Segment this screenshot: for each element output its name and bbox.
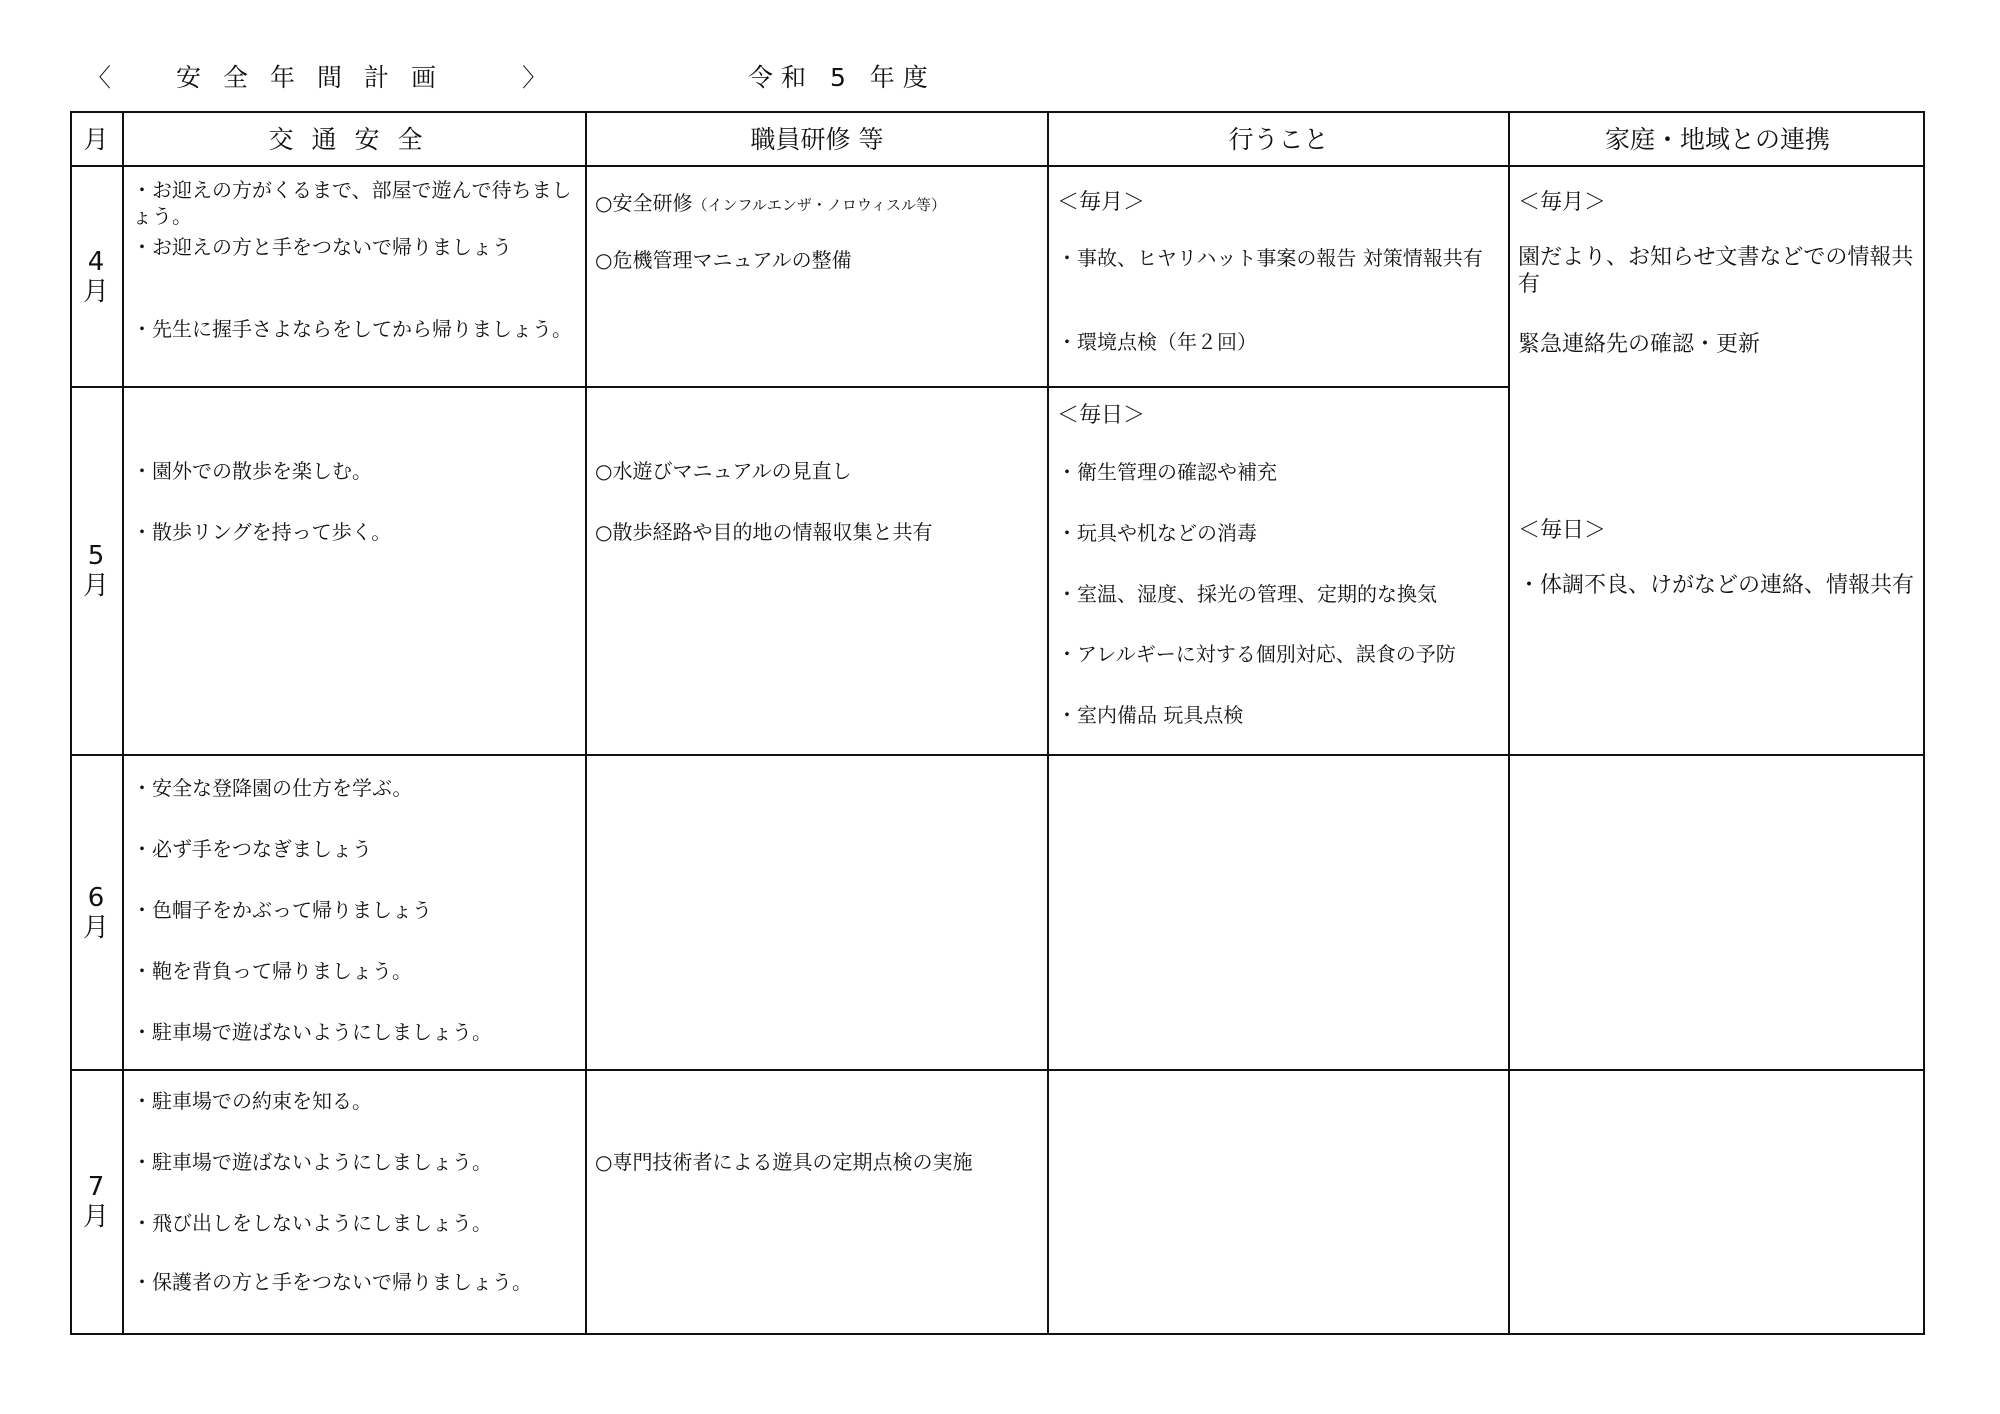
- list-item: ・お迎えの方がくるまで、部屋で遊んで待ちましょう。: [132, 178, 572, 228]
- list-item: ・環境点検（年２回）: [1057, 330, 1257, 354]
- training-may-cell: [587, 388, 1047, 754]
- list-item: ○専門技術者による遊具の定期点検の実施: [595, 1150, 973, 1174]
- header-traffic-safety: 交通安全: [268, 125, 441, 154]
- header-actions: 行うこと: [1228, 125, 1329, 154]
- list-item: ・先生に握手さよならをしてから帰りましょう。: [132, 317, 572, 341]
- training-july-cell: [587, 1071, 1047, 1333]
- traffic-july-cell: [124, 1071, 585, 1333]
- list-item: [595, 190, 1041, 218]
- traffic-april-cell: [124, 167, 585, 386]
- training-april-cell: [587, 167, 1047, 386]
- fiscal-year: 令和 5 年度: [748, 63, 936, 92]
- list-item: ・アレルギーに対する個別対応、誤食の予防: [1057, 642, 1456, 666]
- month-may: 5月: [82, 541, 109, 601]
- list-item: ・室温、湿度、採光の管理、定期的な換気: [1057, 582, 1437, 606]
- training-item-note: （インフルエンザ・ノロウィスル等）: [692, 196, 946, 214]
- actions-daily-heading: ＜毎日＞: [1057, 403, 1146, 428]
- list-item: ・体調不良、けがなどの連絡、情報共有: [1518, 573, 1915, 598]
- family-cell: [1510, 167, 1925, 754]
- month-july: 7月: [82, 1172, 109, 1232]
- actions-cell: [1049, 167, 1508, 754]
- family-monthly-heading: ＜毎月＞: [1518, 190, 1607, 215]
- list-item: ・駐車場での約束を知る。: [132, 1089, 372, 1113]
- family-daily-heading: ＜毎日＞: [1518, 518, 1607, 543]
- list-item: ・色帽子をかぶって帰りましょう: [132, 898, 432, 922]
- list-item: ・園外での散歩を楽しむ。: [132, 459, 372, 483]
- list-item: ・駐車場で遊ばないようにしましょう。: [132, 1020, 492, 1044]
- list-item: ・駐車場で遊ばないようにしましょう。: [132, 1150, 492, 1174]
- list-item: ・飛び出しをしないようにしましょう。: [132, 1211, 492, 1235]
- list-item: ・保護者の方と手をつないで帰りましょう。: [132, 1270, 532, 1294]
- traffic-may-cell: [124, 388, 585, 754]
- month-june: 6月: [82, 882, 109, 943]
- header-month: 月: [83, 125, 109, 154]
- list-item: ○危機管理マニュアルの整備: [595, 248, 852, 272]
- list-item: ○水遊びマニュアルの見直し: [595, 459, 852, 483]
- safety-plan-table: [70, 111, 1925, 1335]
- document-title-row: [0, 58, 2000, 98]
- list-item: ・室内備品 玩具点検: [1057, 703, 1244, 727]
- list-item: ・散歩リングを持って歩く。: [132, 520, 392, 544]
- list-item: 緊急連絡先の確認・更新: [1518, 332, 1761, 357]
- list-item: ・事故、ヒヤリハット事案の報告 対策情報共有: [1057, 246, 1483, 270]
- header-family-community: 家庭・地域との連携: [1604, 125, 1830, 154]
- list-item: 園だより、お知らせ文書などでの情報共有: [1518, 245, 1914, 297]
- list-item: ・安全な登降園の仕方を学ぶ。: [132, 776, 413, 800]
- actions-monthly-heading: ＜毎月＞: [1057, 190, 1146, 215]
- list-item: ・必ず手をつなぎましょう: [132, 837, 372, 861]
- list-item: ・衛生管理の確認や補充: [1057, 460, 1277, 484]
- month-april: 4月: [82, 246, 109, 307]
- document-title: 安全年間計画: [176, 63, 459, 92]
- list-item: ・玩具や机などの消毒: [1057, 521, 1257, 545]
- list-item: ・お迎えの方と手をつないで帰りましょう: [132, 235, 512, 259]
- traffic-june-cell: [124, 756, 585, 1069]
- header-staff-training: 職員研修 等: [750, 125, 884, 154]
- title-close-bracket: 〉: [522, 63, 548, 92]
- list-item: ・鞄を背負って帰りましょう。: [132, 959, 412, 983]
- title-open-bracket: 〈: [86, 63, 112, 92]
- training-item-main: ○安全研修: [595, 191, 693, 215]
- list-item: ○散歩経路や目的地の情報収集と共有: [595, 520, 933, 544]
